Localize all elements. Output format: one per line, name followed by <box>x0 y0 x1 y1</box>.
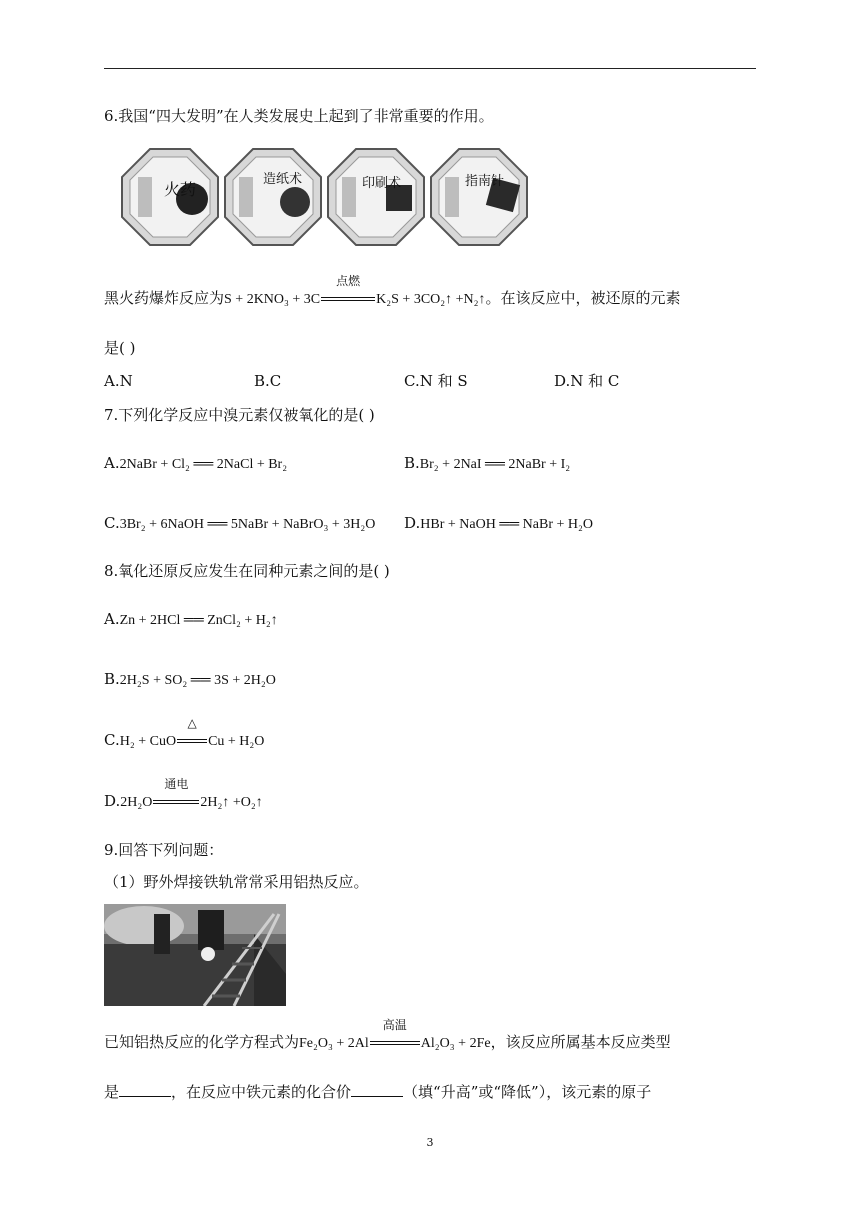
q6-text-after: 。在该反应中，被还原的元素 <box>485 289 681 307</box>
q9-text-after: ，该反应所属基本反应类型 <box>490 1033 671 1051</box>
q9-condition-label: 高温 <box>382 1018 407 1032</box>
q6-option-c: C.N 和 S <box>404 372 468 390</box>
invention-image-papermaking <box>223 147 323 247</box>
q9-equation-left: Fe₂O₃ + 2Al <box>299 1036 369 1051</box>
invention-image-gunpowder <box>120 147 220 247</box>
header-rule <box>104 68 756 69</box>
page-number: 3 <box>426 1136 434 1149</box>
q6-equation-line <box>104 274 681 310</box>
q9-text-before: 已知铝热反应的化学方程式为 <box>104 1033 300 1051</box>
q7-option-b: B.Br₂ + 2NaI ══ 2NaBr + I₂ <box>404 454 571 472</box>
invention-label-4: 指南针 <box>465 174 505 189</box>
q9-part1: （1）野外焊接铁轨常常采用铝热反应。 <box>104 873 369 891</box>
invention-label-3: 印刷术 <box>362 176 402 191</box>
q9-blank-1[interactable] <box>119 1082 171 1097</box>
q7-option-a: A.2NaBr + Cl₂ ══ 2NaCl + Br₂ <box>104 454 288 472</box>
q6-option-a: A.N <box>104 372 133 390</box>
q8-option-c-condition: △ <box>177 730 207 750</box>
q6-line2: 是( ) <box>104 339 136 357</box>
q7-option-c: C.3Br₂ + 6NaOH ══ 5NaBr + NaBrO₃ + 3H₂O <box>104 514 376 532</box>
q8-option-b: B.2H₂S + SO₂ ══ 3S + 2H₂O <box>104 670 276 688</box>
q8-option-c: C.H₂ + CuO △ Cu + H₂O <box>104 716 265 749</box>
invention-image-printing <box>326 147 426 247</box>
q6-equation-right: K₂S + 3CO₂↑ +N₂↑ <box>376 292 486 307</box>
q7-option-d: D.HBr + NaOH ══ NaBr + H₂O <box>404 514 593 532</box>
q6-condition <box>321 274 375 308</box>
q6-text-before: 黑火药爆炸反应为 <box>104 289 225 307</box>
q6-option-d: D.N 和 C <box>554 372 620 390</box>
q8-option-d: D.2H₂O 通电 2H₂↑ +O₂↑ <box>104 777 263 810</box>
q8-stem: 8.氧化还原反应发生在同种元素之间的是( ) <box>104 562 390 580</box>
q6-option-b: B.C <box>254 372 282 390</box>
q9-equation-line <box>104 1018 671 1054</box>
q6-equation-left: S + 2KNO₃ + 3C <box>224 292 321 307</box>
four-inventions-images <box>120 147 530 250</box>
invention-image-compass <box>429 147 529 247</box>
q6-condition-label: 点燃 <box>336 274 361 288</box>
q6-stem: 6.我国“四大发明”在人类发展史上起到了非常重要的作用。 <box>104 107 494 125</box>
q9-line2: 是 ，在反应中铁元素的化合价 （填“升高”或“降低”），该元素的原子 <box>104 1083 652 1101</box>
q7-stem: 7.下列化学反应中溴元素仅被氧化的是( ) <box>104 406 375 424</box>
q9-condition <box>370 1018 420 1052</box>
rail-welding-photo <box>104 904 286 1006</box>
q8-option-a: A.Zn + 2HCl ══ ZnCl₂ + H₂↑ <box>104 610 278 628</box>
q9-stem: 9.回答下列问题： <box>104 841 224 859</box>
q9-equation-right: Al₂O₃ + 2Fe <box>420 1036 491 1051</box>
invention-label-1: 火药 <box>164 180 197 199</box>
q8-option-d-condition: 通电 <box>153 791 199 811</box>
invention-label-2: 造纸术 <box>263 172 303 187</box>
q9-blank-2[interactable] <box>351 1082 403 1097</box>
